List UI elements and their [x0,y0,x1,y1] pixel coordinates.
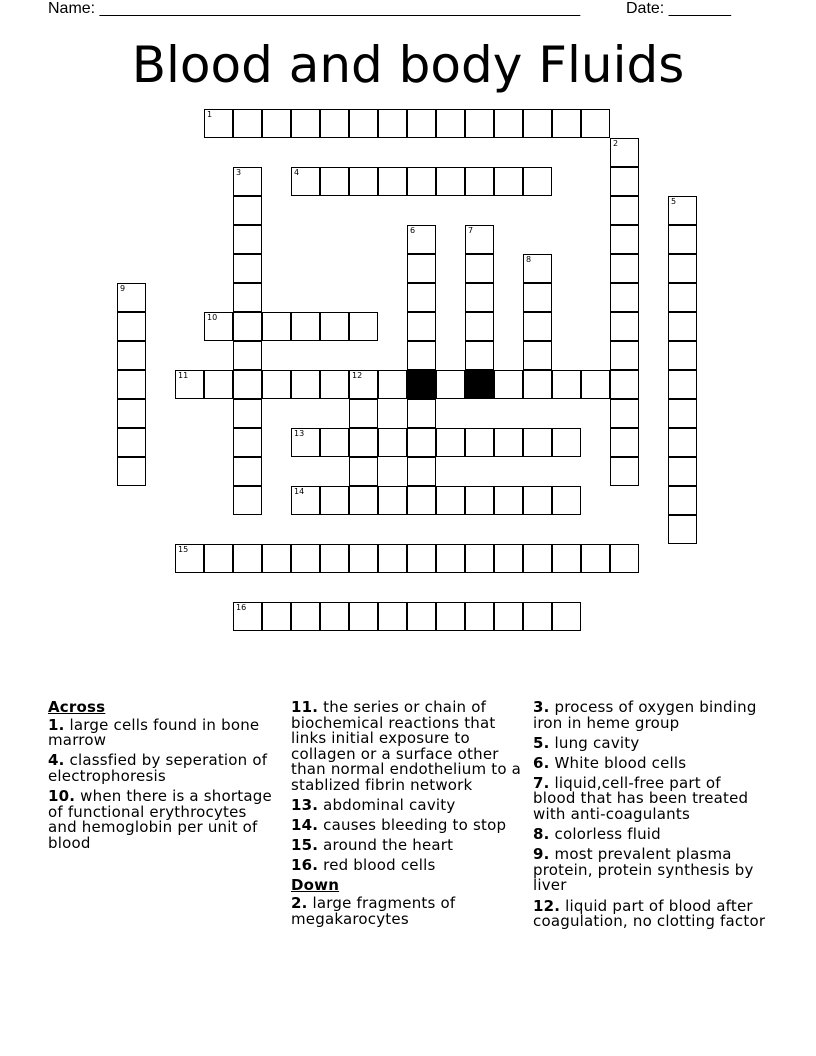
clue-number: 13. [291,796,319,815]
grid-cell[interactable] [233,167,262,196]
grid-cell[interactable] [175,544,204,573]
grid-cell[interactable] [204,109,233,138]
grid-cell[interactable] [378,602,407,631]
grid-cell[interactable] [262,602,291,631]
clue-down-6 [533,753,768,772]
grid-cell[interactable] [349,544,378,573]
clue-text: abdominal cavity [318,796,456,815]
clue-across-11 [291,700,526,794]
grid-cell[interactable] [523,283,552,312]
clue-text: causes bleeding to stop [318,816,507,835]
grid-cell[interactable] [407,312,436,341]
across-heading: Across [48,698,106,716]
grid-cell[interactable] [668,312,697,341]
clue-number: 8. [533,825,550,844]
grid-cell[interactable] [668,341,697,370]
grid-cell[interactable] [552,544,581,573]
grid-cell[interactable] [233,341,262,370]
grid-cell[interactable] [320,602,349,631]
grid-cell[interactable] [378,109,407,138]
grid-cell[interactable] [610,341,639,370]
grid-cell[interactable] [465,225,494,254]
grid-cell[interactable] [378,486,407,515]
grid-cell[interactable] [117,370,146,399]
grid-cell[interactable] [407,254,436,283]
clue-text: process of oxygen binding iron in heme group [533,698,757,732]
grid-cell[interactable] [581,544,610,573]
grid-cell[interactable] [407,602,436,631]
grid-cell[interactable] [610,225,639,254]
cell-number: 3 [236,168,242,177]
grid-cell[interactable] [291,486,320,515]
clue-text: around the heart [318,836,454,855]
grid-cell[interactable] [233,428,262,457]
grid-cell[interactable] [349,312,378,341]
grid-cell[interactable] [523,602,552,631]
grid-cell[interactable] [610,167,639,196]
grid-cell[interactable] [407,457,436,486]
grid-cell[interactable] [552,486,581,515]
clues-column-2 [291,700,526,932]
grid-cell[interactable] [668,428,697,457]
grid-cell[interactable] [523,109,552,138]
grid-cell[interactable] [668,399,697,428]
grid-cell[interactable] [233,486,262,515]
grid-cell[interactable] [668,457,697,486]
cell-number: 1 [207,110,213,119]
clue-text: colorless fluid [549,825,661,844]
puzzle-title: Blood and body Fluids [131,36,685,94]
cell-number: 4 [294,168,300,177]
clue-down-8 [533,827,768,843]
grid-cell[interactable] [378,428,407,457]
grid-cell[interactable] [262,370,291,399]
cell-number: 14 [294,487,305,496]
grid-cell[interactable] [349,167,378,196]
grid-cell[interactable] [465,341,494,370]
grid-cell[interactable] [436,544,465,573]
grid-cell[interactable] [494,167,523,196]
grid-cell[interactable] [494,544,523,573]
grid-cell[interactable] [465,428,494,457]
grid-cell[interactable] [291,370,320,399]
grid-cell[interactable] [320,486,349,515]
grid-cell[interactable] [465,312,494,341]
grid-cell[interactable] [407,167,436,196]
grid-cell[interactable] [465,254,494,283]
grid-cell[interactable] [668,486,697,515]
grid-cell[interactable] [117,341,146,370]
grid-cell[interactable] [262,109,291,138]
grid-cell[interactable] [349,370,378,399]
grid-cell[interactable] [204,312,233,341]
clue-across-13 [291,798,526,814]
clue-across-16 [291,858,526,874]
grid-cell[interactable] [233,457,262,486]
grid-cell[interactable] [407,283,436,312]
cell-number: 12 [352,371,363,380]
grid-cell[interactable] [465,283,494,312]
grid-cell[interactable] [523,428,552,457]
grid-cell[interactable] [552,109,581,138]
grid-cell[interactable] [436,370,465,399]
grid-cell[interactable] [233,283,262,312]
clue-text: red blood cells [318,856,436,875]
cell-number: 7 [468,226,474,235]
grid-cell[interactable] [291,428,320,457]
clue-text: liquid part of blood after coagulation, no clotting factor [533,896,766,931]
name-field-label[interactable]: Name: ______________________________________________________ [48,0,581,17]
grid-cell[interactable] [494,109,523,138]
grid-cell[interactable] [407,225,436,254]
grid-cell[interactable] [291,167,320,196]
clue-text: liquid,cell-free part of blood that has been treated with anti-coagulants [533,773,749,824]
cell-number: 2 [613,139,619,148]
grid-cell[interactable] [349,457,378,486]
grid-cell[interactable] [349,399,378,428]
grid-cell[interactable] [494,370,523,399]
grid-cell[interactable] [233,254,262,283]
grid-cell[interactable] [233,196,262,225]
grid-cell[interactable] [494,602,523,631]
grid-cell[interactable] [465,544,494,573]
grid-cell[interactable] [523,341,552,370]
grid-cell[interactable] [349,109,378,138]
clues-column-1 [48,700,278,856]
grid-cell[interactable] [436,486,465,515]
cell-number: 8 [526,255,532,264]
clue-across-10 [48,786,278,852]
grid-cell[interactable] [233,225,262,254]
grid-cell[interactable] [668,196,697,225]
clue-number: 11. [291,698,319,716]
grid-cell[interactable] [407,341,436,370]
clue-down-12 [533,896,768,931]
grid-cell[interactable] [436,602,465,631]
grid-cell[interactable] [233,370,262,399]
grid-cell[interactable] [117,428,146,457]
grid-cell[interactable] [233,109,262,138]
grid-cell[interactable] [610,196,639,225]
grid-cell[interactable] [233,312,262,341]
clue-number: 12. [533,896,561,915]
grid-cell[interactable] [668,254,697,283]
grid-cell[interactable] [117,457,146,486]
grid-cell[interactable] [407,486,436,515]
grid-cell[interactable] [523,370,552,399]
clue-number: 7. [533,773,550,792]
date-field-label[interactable]: Date: _______ [626,0,731,17]
grid-cell[interactable] [204,370,233,399]
clue-text: the series or chain of biochemical reactions that links initial exposure to collagen or a surface other than normal endothelium to a stablized fibrin network [291,698,522,794]
clues-column-3 [533,700,768,934]
cell-number: 9 [120,284,126,293]
grid-cell[interactable] [523,544,552,573]
grid-cell[interactable] [262,312,291,341]
cell-number: 5 [671,197,677,206]
clue-text: White blood cells [549,753,687,772]
grid-cell[interactable] [378,167,407,196]
grid-cell[interactable] [233,399,262,428]
grid-cell[interactable] [117,399,146,428]
grid-cell[interactable] [436,109,465,138]
clue-number: 14. [291,816,319,835]
clue-number: 4. [48,751,65,770]
grid-cell[interactable] [291,544,320,573]
clue-number: 15. [291,836,319,855]
down-heading: Down [291,876,340,895]
grid-cell[interactable] [465,602,494,631]
clue-number: 3. [533,698,550,716]
clue-text: when there is a shortage of functional erythrocytes and hemoglobin per unit of blood [48,786,272,852]
cell-number: 6 [410,226,416,235]
grid-cell[interactable] [610,254,639,283]
grid-cell[interactable] [581,109,610,138]
clue-number: 6. [533,753,550,772]
grid-cell[interactable] [668,283,697,312]
grid-cell[interactable] [320,312,349,341]
grid-cell[interactable] [233,602,262,631]
cell-number: 15 [178,545,189,554]
grid-cell[interactable] [494,428,523,457]
black-cell [465,370,494,399]
grid-cell[interactable] [465,167,494,196]
clue-number: 10. [48,786,76,805]
grid-cell[interactable] [204,544,233,573]
grid-cell[interactable] [668,225,697,254]
grid-cell[interactable] [668,370,697,399]
grid-cell[interactable] [668,515,697,544]
clue-text: large cells found in bone marrow [48,715,260,750]
grid-cell[interactable] [262,544,291,573]
clue-across-15 [291,838,526,854]
grid-cell[interactable] [320,544,349,573]
clue-down-5 [533,733,768,752]
grid-cell[interactable] [291,109,320,138]
grid-cell[interactable] [320,109,349,138]
grid-cell[interactable] [175,370,204,399]
grid-cell[interactable] [436,167,465,196]
grid-cell[interactable] [523,486,552,515]
grid-cell[interactable] [233,544,262,573]
grid-cell[interactable] [610,370,639,399]
grid-cell[interactable] [465,486,494,515]
cell-number: 13 [294,429,305,438]
clue-across-14 [291,818,526,834]
grid-cell[interactable] [436,428,465,457]
grid-cell[interactable] [610,544,639,573]
grid-cell[interactable] [378,544,407,573]
grid-cell[interactable] [291,312,320,341]
clue-text: classfied by seperation of electrophoresis [48,751,268,785]
clue-across-4 [48,753,278,784]
grid-cell[interactable] [320,428,349,457]
cell-number: 10 [207,313,218,322]
grid-cell[interactable] [523,312,552,341]
grid-cell[interactable] [407,399,436,428]
grid-cell[interactable] [465,109,494,138]
clue-number: 1. [48,715,65,734]
clue-text: most prevalent plasma protein, protein synthesis by liver [533,845,754,895]
clue-number: 16. [291,856,319,875]
grid-cell[interactable] [320,370,349,399]
grid-cell[interactable] [117,283,146,312]
black-cell [407,370,436,399]
grid-cell[interactable] [407,109,436,138]
grid-cell[interactable] [523,254,552,283]
grid-cell[interactable] [552,370,581,399]
grid-cell[interactable] [523,167,552,196]
clue-text: lung cavity [549,733,640,752]
clue-down-7 [533,773,768,824]
grid-cell[interactable] [494,486,523,515]
clue-text: large fragments of megakarocytes [291,894,456,928]
cell-number: 16 [236,603,247,612]
clue-number: 9. [533,845,550,864]
grid-cell[interactable] [291,602,320,631]
grid-cell[interactable] [117,312,146,341]
grid-cell[interactable] [610,312,639,341]
grid-cell[interactable] [407,428,436,457]
clue-down-9 [533,847,768,894]
grid-cell[interactable] [552,428,581,457]
grid-cell[interactable] [552,602,581,631]
clue-number: 2. [291,894,308,913]
grid-cell[interactable] [610,457,639,486]
clue-down-2 [291,896,526,927]
grid-cell[interactable] [349,486,378,515]
clue-number: 5. [533,733,550,752]
grid-cell[interactable] [407,544,436,573]
grid-cell[interactable] [378,370,407,399]
clue-down-3 [533,700,768,731]
grid-cell[interactable] [349,428,378,457]
grid-cell[interactable] [610,428,639,457]
grid-cell[interactable] [320,167,349,196]
grid-cell[interactable] [610,138,639,167]
cell-number: 11 [178,371,189,380]
grid-cell[interactable] [610,399,639,428]
clue-across-1 [48,715,278,750]
grid-cell[interactable] [610,283,639,312]
grid-cell[interactable] [349,602,378,631]
grid-cell[interactable] [581,370,610,399]
